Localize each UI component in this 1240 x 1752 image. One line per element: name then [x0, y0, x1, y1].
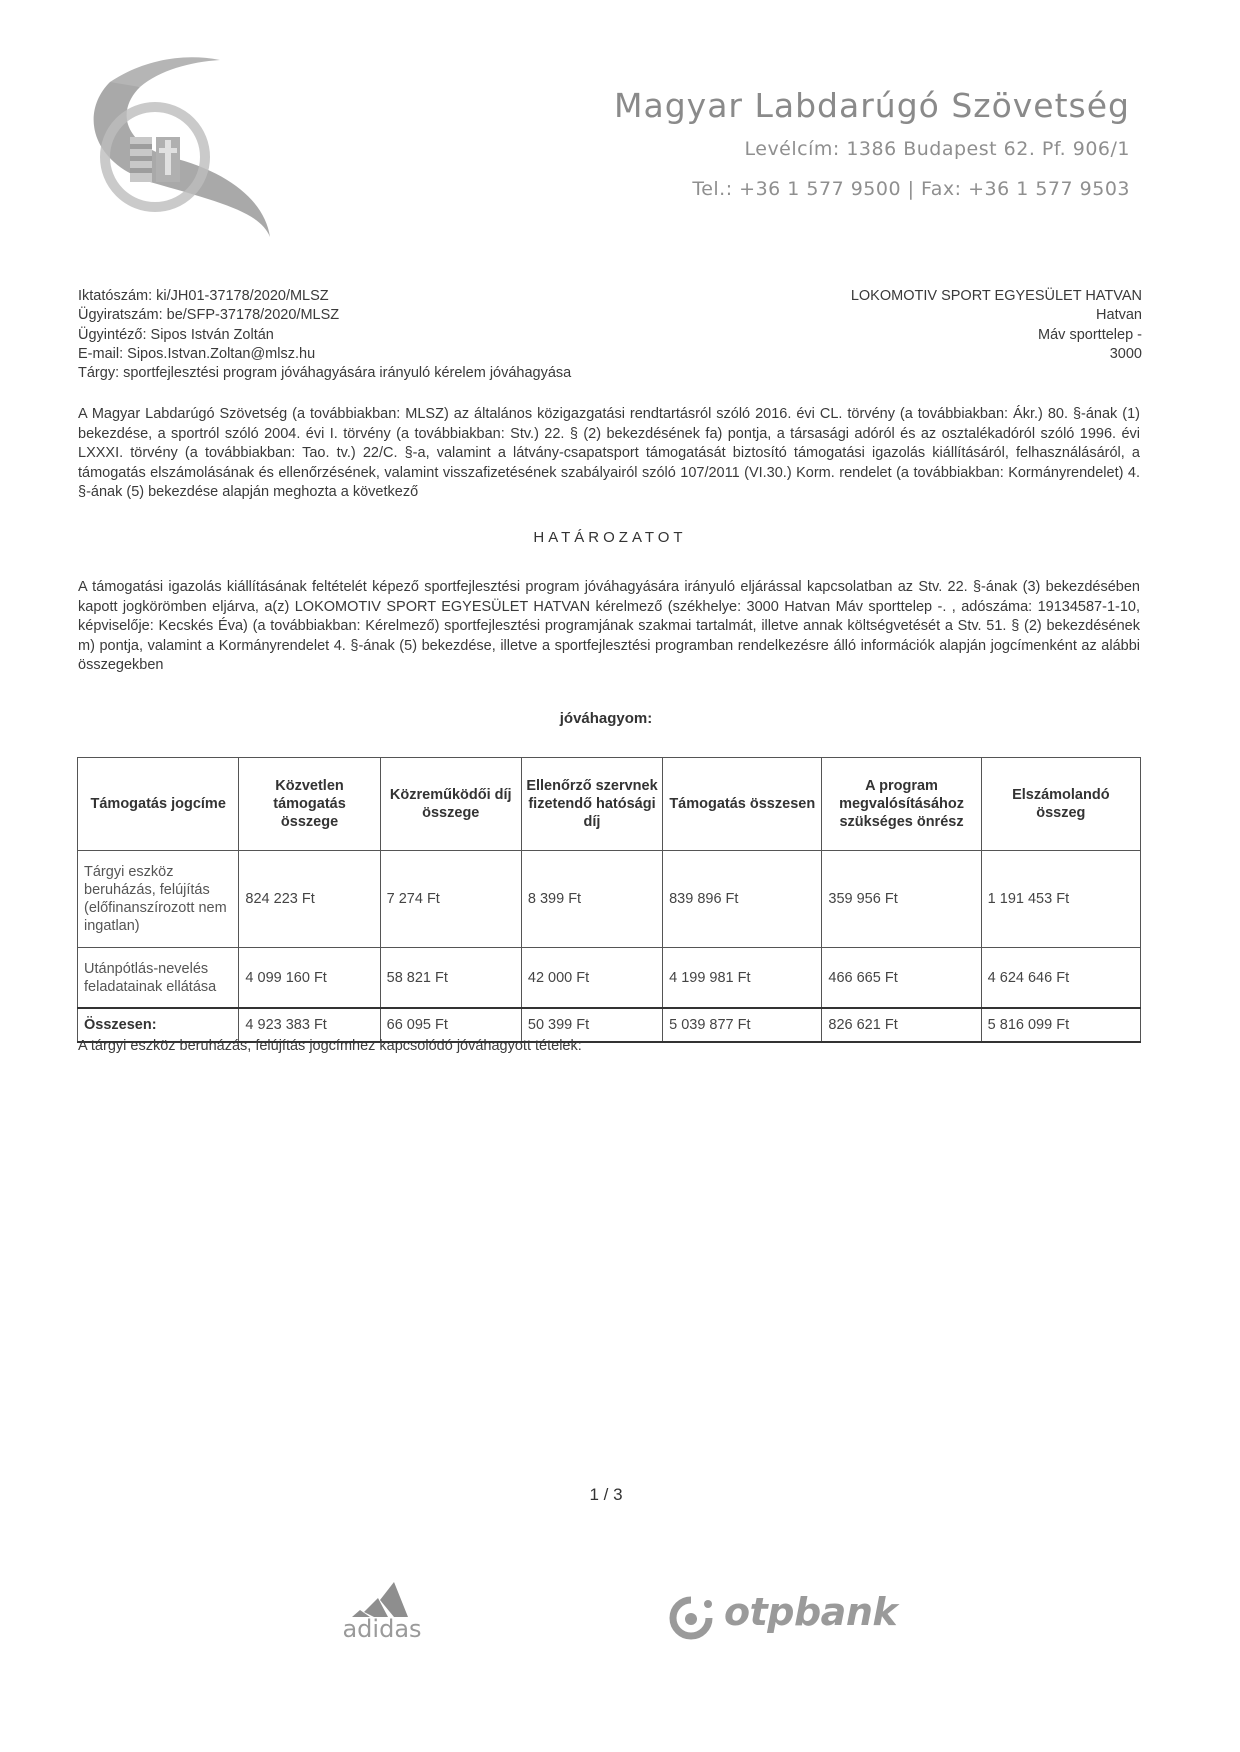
otpbank-wordmark: otpbank	[724, 1590, 898, 1634]
table-row	[78, 851, 1141, 948]
recipient-street: Máv sporttelep -	[1038, 326, 1142, 343]
table-cell: 4 624 646 Ft	[981, 948, 1140, 1009]
header-authority-fee: Ellenőrző szervnek fizetendő hatósági díj	[521, 758, 662, 851]
table-cell: 4 923 383 Ft	[239, 1008, 380, 1042]
table-row	[78, 948, 1141, 1009]
subject-line: Tárgy: sportfejlesztési program jóváhagyására irányuló kérelem jóváhagyása	[78, 365, 572, 382]
table-cell: 42 000 Ft	[521, 948, 662, 1009]
mlsz-logo	[70, 52, 280, 242]
recipient-city: Hatvan	[1096, 307, 1142, 324]
decision-heading: HATÁROZATOT	[533, 529, 687, 546]
table-cell: 824 223 Ft	[239, 851, 380, 948]
recipient-postcode: 3000	[1109, 345, 1142, 362]
table-cell: 58 821 Ft	[380, 948, 521, 1009]
table-total-row	[78, 1008, 1141, 1042]
header-own-contribution: A program megvalósításához szükséges önrész	[822, 758, 981, 851]
row-label: Utánpótlás-nevelés feladatainak ellátása	[78, 948, 239, 1009]
header-intermediary-fee: Közreműködői díj összege	[380, 758, 521, 851]
table-cell: 1 191 453 Ft	[981, 851, 1140, 948]
reference-block	[78, 287, 571, 383]
header-accountable-amount: Elszámolandó összeg	[981, 758, 1140, 851]
case-number: Ügyiratszám: be/SFP-37178/2020/MLSZ	[78, 307, 340, 324]
header-support-total: Támogatás összesen	[663, 758, 822, 851]
filing-number: Iktatószám: ki/JH01-37178/2020/MLSZ	[78, 288, 329, 304]
table-cell: 4 199 981 Ft	[663, 948, 822, 1009]
table-cell: 8 399 Ft	[521, 851, 662, 948]
otp-swirl-icon	[666, 1594, 716, 1640]
header-legal-title: Támogatás jogcíme	[78, 758, 239, 851]
org-name: Magyar Labdarúgó Szövetség	[614, 86, 1130, 125]
approved-items-intro: A tárgyi eszköz beruházás, felújítás jogcímhez kapcsolódó jóváhagyott tételek:	[78, 1038, 582, 1054]
table-cell: 466 665 Ft	[822, 948, 981, 1009]
recipient-address	[851, 287, 1142, 364]
table-cell: 66 095 Ft	[380, 1008, 521, 1042]
table-cell: 826 621 Ft	[822, 1008, 981, 1042]
intro-paragraph: A Magyar Labdarúgó Szövetség (a továbbiakban: MLSZ) az általános közigazgatási rendtartásról szóló 2016. évi CL. törvény (a továbbiakban: Ákr.) 80. §-ának (1) bekezdése, a sportról szóló 2004. évi I. törvény (a továbbiakban: Stv.) 22. § (2) bekezdésének fa) pontja, a társasági adóról és az osztalékadóról szóló 1996. évi LXXXI. törvény (a továbbiakban: Tao. tv.) 22/C. §-a, valamint a látvány-csapatsport támogatását biztosító támogatási igazolás kiállításáról, felhasználásáról, a támogatás elszámolásának és ellenőrzésének, valamint visszafizetésének szabályairól szóló 107/2011 (VI.30.) Korm. rendelet (a továbbiakban: Kormányrendelet) 4. §-ának (5) bekezdése alapján meghozta a következő	[78, 406, 1140, 500]
officer-email: E-mail: Sipos.Istvan.Zoltan@mlsz.hu	[78, 345, 316, 362]
table-cell: 359 956 Ft	[822, 851, 981, 948]
total-label: Összesen:	[78, 1008, 239, 1042]
table-cell: 50 399 Ft	[521, 1008, 662, 1042]
approve-label: jóváhagyom:	[559, 710, 653, 727]
org-address: Levélcím: 1386 Budapest 62. Pf. 906/1	[744, 138, 1130, 160]
support-table	[77, 757, 1141, 1043]
main-paragraph: A támogatási igazolás kiállításának feltételét képező sportfejlesztési program jóváhagyására irányuló eljárással kapcsolatban az Stv. 22. §-ának (3) bekezdésében kapott jogkörömben eljárva, a(z) LOKOMOTIV SPORT EGYESÜLET HATVAN kérelmező (székhelye: 3000 Hatvan Máv sporttelep -. , adószáma: 19134587-1-10, képviselője: Kecskés Éva) (a továbbiakban: Kérelmező) sportfejlesztési programjának szakmai tartalmát, illetve annak költségvetését a Stv. 51. § (2) bekezdésének m) pontja, valamint a Kormányrendelet 4. §-ának (5) bekezdése, illetve a sportfejlesztési programban rendelkezésre álló információk alapján jogcímenként az alábbi összegekben	[78, 579, 1140, 673]
page-number: 1 / 3	[589, 1485, 623, 1504]
table-cell: 7 274 Ft	[380, 851, 521, 948]
table-cell: 4 099 160 Ft	[239, 948, 380, 1009]
org-phone-fax: Tel.: +36 1 577 9500 | Fax: +36 1 577 9503	[692, 178, 1130, 200]
otpbank-logo	[666, 1590, 906, 1640]
row-label: Tárgyi eszköz beruházás, felújítás (előfinanszírozott nem ingatlan)	[78, 851, 239, 948]
table-cell: 839 896 Ft	[663, 851, 822, 948]
table-cell: 5 039 877 Ft	[663, 1008, 822, 1042]
table-cell: 5 816 099 Ft	[981, 1008, 1140, 1042]
header-direct-support: Közvetlen támogatás összege	[239, 758, 380, 851]
table-header-row	[78, 758, 1141, 851]
adidas-logo	[322, 1562, 442, 1642]
recipient-name: LOKOMOTIV SPORT EGYESÜLET HATVAN	[850, 288, 1142, 304]
adidas-wordmark: adidas	[342, 1615, 422, 1642]
case-officer: Ügyintéző: Sipos István Zoltán	[78, 326, 274, 343]
